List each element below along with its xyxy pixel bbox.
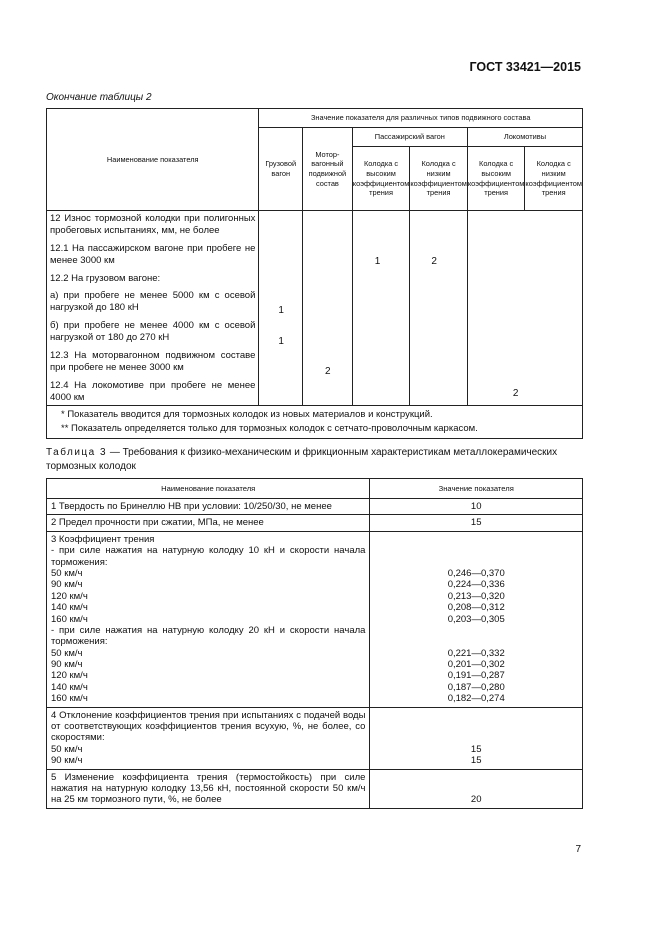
speed-label: 90 км/ч bbox=[51, 755, 83, 767]
speed-label: 160 км/ч bbox=[51, 693, 88, 705]
speed-label: 140 км/ч bbox=[51, 681, 88, 693]
freight-values bbox=[259, 211, 303, 406]
loco-values bbox=[467, 211, 582, 406]
table-3 bbox=[46, 478, 583, 809]
speed-label: 90 км/ч bbox=[51, 579, 83, 591]
column-header-mvps: Мотор-вагонный подвижной состав bbox=[303, 128, 353, 211]
row-12-1: 12.1 На пассажирском вагоне при пробеге не менее 3000 км bbox=[50, 242, 256, 266]
value-mvps: 2 bbox=[325, 366, 331, 377]
row-hardness-name: 1 Твердость по Бринеллю НВ при условии: 10/250/30, не менее bbox=[47, 499, 370, 515]
row-heat-resistance-value: 20 bbox=[370, 769, 583, 808]
speed-label: 160 км/ч bbox=[51, 613, 88, 625]
friction-value: 0,208—0,312 bbox=[447, 602, 505, 614]
row-hardness-value: 10 bbox=[370, 499, 583, 515]
table3-caption-text: — Требования к физико-механическим и фрикционным характеристикам металлокерамических тормозных колодок bbox=[46, 447, 558, 472]
speed-label: 120 км/ч bbox=[51, 590, 88, 602]
speed-label: 90 км/ч bbox=[51, 659, 83, 671]
row-12-4: 12.4 На локомотиве при пробеге не менее 4000 км bbox=[50, 379, 256, 403]
friction-value: 0,182—0,274 bbox=[447, 693, 505, 705]
table2-caption: Окончание таблицы 2 bbox=[46, 92, 152, 103]
row-strength-name: 2 Предел прочности при сжатии, МПа, не менее bbox=[47, 515, 370, 531]
value-loco: 2 bbox=[512, 388, 519, 399]
friction-sub-20kn: - при силе нажатия на натурную колодку 20 кН и скорости начала торможения: bbox=[51, 624, 366, 648]
row-friction-values bbox=[370, 531, 583, 707]
speed-label: 50 км/ч bbox=[51, 743, 83, 755]
column-header-passenger-low: Колодка с низким коэффициентом трения bbox=[410, 147, 468, 211]
note-1: * Показатель вводится для тормозных колодок из новых материалов и конструкций. bbox=[61, 409, 433, 421]
row-12: 12 Износ тормозной колодки при полигонных пробеговых испытаниях, мм, не более bbox=[50, 213, 256, 236]
document-number: ГОСТ 33421—2015 bbox=[469, 60, 581, 74]
row-12-2-b: б) при пробеге не менее 4000 км с осевой нагрузкой от 180 до 270 кН bbox=[50, 320, 256, 343]
column-header-locomotives: Локомотивы bbox=[467, 128, 582, 147]
friction-value: 0,213—0,320 bbox=[447, 590, 505, 602]
value-freight-b: 1 bbox=[278, 336, 284, 347]
table3-caption bbox=[46, 446, 583, 473]
column-header-passenger: Пассажирский вагон bbox=[352, 128, 467, 147]
speed-label: 140 км/ч bbox=[51, 602, 88, 614]
row-strength-value: 15 bbox=[370, 515, 583, 531]
row-deviation-values: 15 15 bbox=[370, 707, 583, 769]
column-header-loco-low: Колодка с низким коэффициентом трения bbox=[525, 147, 583, 211]
friction-value: 0,246—0,370 bbox=[447, 567, 505, 579]
column-header-values: Значение показателя для различных типов подвижного состава bbox=[259, 109, 583, 128]
friction-value: 0,221—0,332 bbox=[447, 647, 505, 659]
column-header-freight: Грузовой вагон bbox=[259, 128, 303, 211]
friction-value: 0,201—0,302 bbox=[447, 659, 505, 671]
friction-title: 3 Коэффициент трения bbox=[51, 533, 155, 545]
table-2 bbox=[46, 108, 583, 439]
column-header-name: Наименование показателя bbox=[47, 109, 259, 211]
column-header-name: Наименование показателя bbox=[47, 479, 370, 499]
table3-caption-label: Таблица 3 bbox=[46, 447, 108, 458]
table2-notes bbox=[47, 406, 583, 439]
passenger-high-values bbox=[352, 211, 410, 406]
friction-value: 0,191—0,287 bbox=[447, 670, 505, 682]
speed-label: 50 км/ч bbox=[51, 567, 83, 579]
page-number: 7 bbox=[575, 844, 581, 855]
speed-label: 50 км/ч bbox=[51, 647, 83, 659]
note-2: ** Показатель определяется только для тормозных колодок с сетчато-проволочным каркасом. bbox=[61, 423, 478, 435]
value-passenger-low: 2 bbox=[431, 256, 437, 267]
row-12-3: 12.3 На моторвагонном подвижном составе при пробеге не менее 3000 км bbox=[50, 349, 256, 373]
speed-label: 120 км/ч bbox=[51, 670, 88, 682]
mvps-values bbox=[303, 211, 353, 406]
row-12-2-a: а) при пробеге не менее 5000 км с осевой нагрузкой до 180 кН bbox=[50, 290, 256, 314]
friction-sub-10kn: - при силе нажатия на натурную колодку 10 кН и скорости начала торможения: bbox=[51, 545, 366, 568]
friction-value: 0,224—0,336 bbox=[447, 579, 505, 591]
value-freight-a: 1 bbox=[278, 305, 284, 316]
row-deviation-name: 4 Отклонение коэффициентов трения при испытаниях с подачей воды от соответствующих коэффициентов трения всухую, %, не более, со скоростями: 50 км/ч 90 км/ч bbox=[47, 707, 370, 769]
wear-rows-names bbox=[47, 211, 259, 406]
column-header-value: Значение показателя bbox=[370, 479, 583, 499]
friction-value: 0,203—0,305 bbox=[447, 613, 505, 625]
value-passenger-high: 1 bbox=[374, 256, 381, 267]
row-heat-resistance-name: 5 Изменение коэффициента трения (термостойкость) при силе нажатия на натурную колодку 13,56 кН, постоянной скорости 50 км/ч на 25 км тормозного пути, %, не более bbox=[47, 769, 370, 808]
passenger-low-values bbox=[410, 211, 468, 406]
column-header-loco-high: Колодка с высоким коэффициентом трения bbox=[467, 147, 525, 211]
friction-value: 0,187—0,280 bbox=[447, 681, 505, 693]
column-header-passenger-high: Колодка с высоким коэффициентом трения bbox=[352, 147, 410, 211]
row-12-2: 12.2 На грузовом вагоне: bbox=[50, 272, 161, 284]
row-friction-name bbox=[47, 531, 370, 707]
